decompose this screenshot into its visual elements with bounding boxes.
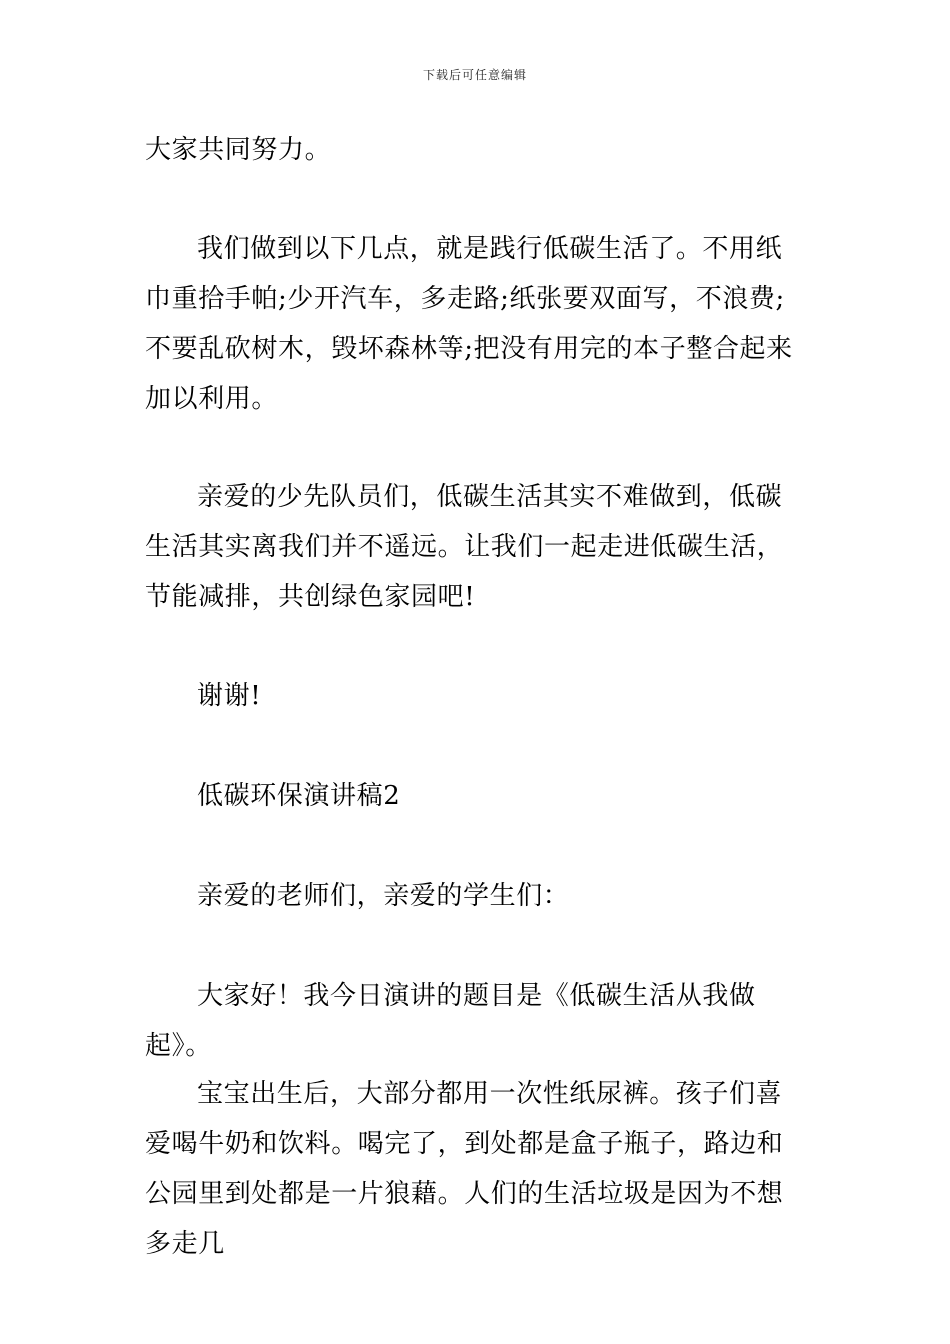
paragraph-call-to-action: 亲爱的少先队员们，低碳生活其实不难做到，低碳生活其实离我们并不遥远。让我们一起走进低碳生活，节能减排，共创绿色家园吧! <box>145 482 784 612</box>
paragraph-low-carbon-actions: 我们做到以下几点，就是践行低碳生活了。不用纸巾重拾手帕;少开汽车，多走路;纸张要双面写，不浪费;不要乱砍树木，毁坏森林等;把没有用完的本子整合起来加以利用。 <box>145 234 793 414</box>
header-note: 下载后可任意编辑 <box>422 68 527 82</box>
paragraph-greeting: 亲爱的老师们，亲爱的学生们： <box>197 881 570 911</box>
paragraph-thanks: 谢谢! <box>197 681 262 711</box>
paragraph-waste-description: 宝宝出生后，大部分都用一次性纸尿裤。孩子们喜爱喝牛奶和饮料。喝完了，到处都是盒子瓶子，路边和公园里到处都是一片狼藉。人们的生活垃圾是因为不想多走几 <box>145 1079 784 1259</box>
paragraph-topic-intro: 大家好！我今日演讲的题目是《低碳生活从我做起》。 <box>145 981 756 1061</box>
paragraph-continuation: 大家共同努力。 <box>145 135 332 165</box>
speech-title: 低碳环保演讲稿2 <box>197 781 401 811</box>
